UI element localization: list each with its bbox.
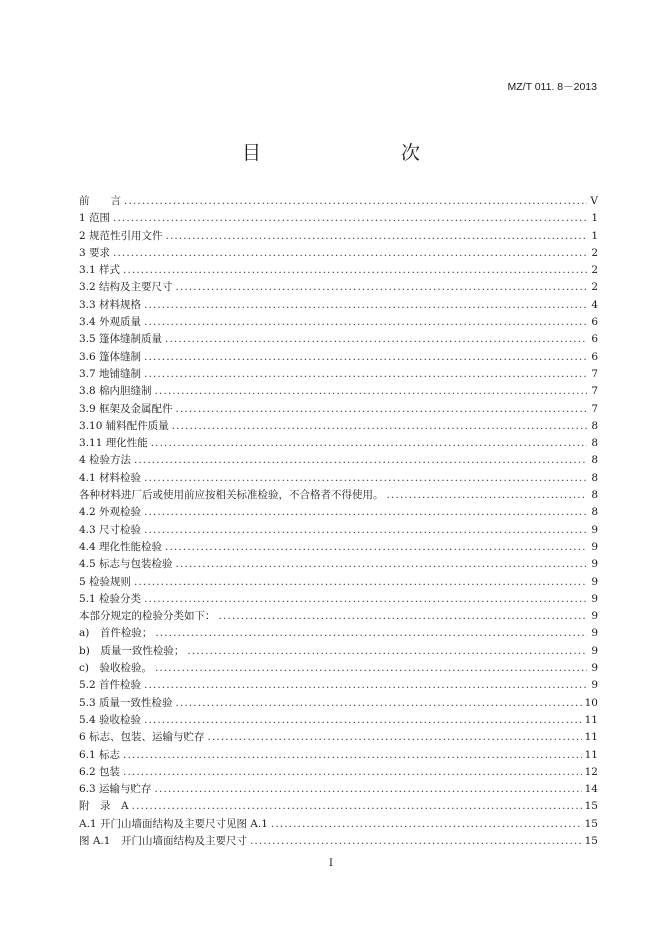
toc-entry-page: 4	[591, 298, 598, 311]
toc-leader-dots	[155, 625, 587, 642]
toc-entry-label: 图 A.1 开门山墙面结构及主要尺寸	[79, 834, 247, 847]
toc-entry-label: 4 检验方法	[79, 454, 132, 467]
toc-entry-page: 14	[584, 783, 598, 796]
toc-entry[interactable]	[79, 504, 598, 521]
toc-entry[interactable]	[79, 349, 598, 366]
toc-entry-page: 9	[591, 540, 598, 553]
toc-entry-label: b) 质量一致性检验；	[79, 644, 185, 657]
toc-entry-page: 7	[591, 385, 598, 398]
toc-leader-dots	[132, 798, 582, 815]
toc-entry[interactable]	[79, 729, 598, 746]
toc-entry-page: 9	[591, 523, 598, 536]
toc-leader-dots	[144, 314, 587, 331]
toc-entry-label: 3.4 外观质量	[79, 316, 142, 329]
page-number: I	[328, 857, 334, 869]
toc-leader-dots	[113, 245, 587, 262]
toc-entry-page: 1	[591, 212, 598, 225]
toc-leader-dots	[219, 608, 588, 625]
toc-leader-dots	[208, 729, 582, 746]
toc-entry-label: 3.10 辅料配件质量	[79, 419, 169, 432]
toc-leader-dots	[166, 228, 587, 245]
toc-entry-page: 7	[591, 402, 598, 415]
toc-entry-page: 15	[584, 834, 598, 847]
toc-leader-dots	[134, 574, 587, 591]
toc-entry-page: 2	[591, 281, 598, 294]
toc-entry-label: 各种材料进厂后或使用前应按相关标准检验，不合格者不得使用。	[79, 489, 384, 502]
toc-leader-dots	[113, 210, 587, 227]
toc-entry-label: 本部分规定的检验分类如下：	[79, 610, 216, 623]
toc-entry-label: A.1 开门山墙面结构及主要尺寸见图 A.1	[79, 817, 268, 830]
toc-entry-page: 9	[591, 575, 598, 588]
toc-entry-label: c) 验收检验。	[79, 662, 152, 675]
toc-entry[interactable]	[79, 245, 598, 262]
toc-entry-label: 6.2 包装	[79, 765, 121, 778]
toc-entry-label: 4.1 材料检验	[79, 471, 142, 484]
toc-entry[interactable]	[79, 210, 598, 227]
toc-entry-page: 9	[591, 679, 598, 692]
toc-entry-page: 8	[591, 506, 598, 519]
toc-leader-dots	[123, 747, 582, 764]
toc-entry-label: 5.2 首件检验	[79, 679, 142, 692]
toc-entry-label: 3.7 地铺缝制	[79, 367, 142, 380]
toc-entry-page: 6	[591, 350, 598, 363]
toc-entry[interactable]	[79, 366, 598, 383]
toc-entry[interactable]	[79, 297, 598, 314]
toc-entry[interactable]	[79, 228, 598, 245]
toc-leader-dots	[165, 331, 587, 348]
toc-leader-dots	[144, 349, 587, 366]
toc-entry-page: 8	[591, 471, 598, 484]
toc-entry[interactable]	[79, 470, 598, 487]
toc-entry-label: 6.1 标志	[79, 748, 121, 761]
toc-entry-page: 9	[591, 662, 598, 675]
toc-entry[interactable]	[79, 643, 598, 660]
toc-entry[interactable]	[79, 712, 598, 729]
toc-entry-label: 前 言	[79, 195, 121, 207]
toc-entry[interactable]	[79, 539, 598, 556]
toc-entry-label: a) 首件检验；	[79, 627, 153, 640]
toc-entry-page: 8	[591, 454, 598, 467]
toc-leader-dots	[155, 781, 582, 798]
toc-entry[interactable]	[79, 556, 598, 573]
toc-entry[interactable]	[79, 331, 598, 348]
toc-entry-page: 9	[591, 610, 598, 623]
toc-entry-page: 9	[591, 558, 598, 571]
toc-leader-dots	[144, 712, 582, 729]
toc-entry-label: 4.5 标志与包装检验	[79, 558, 173, 571]
table-of-contents	[79, 193, 598, 850]
toc-entry[interactable]	[79, 747, 598, 764]
toc-entry[interactable]	[79, 452, 598, 469]
toc-leader-dots	[176, 695, 582, 712]
toc-entry-label: 3.1 样式	[79, 264, 121, 277]
toc-leader-dots	[176, 556, 587, 573]
toc-entry-page: Ⅴ	[590, 195, 598, 207]
toc-entry[interactable]	[79, 487, 598, 504]
toc-entry-page: 2	[591, 246, 598, 259]
toc-leader-dots	[176, 279, 587, 296]
toc-leader-dots	[155, 383, 587, 400]
toc-entry[interactable]	[79, 781, 598, 798]
toc-entry[interactable]	[79, 798, 598, 815]
toc-leader-dots	[250, 833, 582, 850]
toc-leader-dots	[144, 504, 587, 521]
toc-entry-label: 2 规范性引用文件	[79, 229, 163, 242]
toc-entry[interactable]	[79, 193, 598, 210]
toc-entry[interactable]	[79, 401, 598, 418]
toc-entry[interactable]	[79, 608, 598, 625]
toc-entry-page: 8	[591, 437, 598, 450]
toc-leader-dots	[187, 643, 587, 660]
toc-entry-label: 5.4 验收检验	[79, 713, 142, 726]
toc-entry[interactable]	[79, 833, 598, 850]
toc-entry[interactable]	[79, 522, 598, 539]
toc-entry-page: 11	[584, 713, 598, 726]
toc-entry-page: 11	[584, 748, 598, 761]
toc-entry-label: 1 范围	[79, 212, 111, 225]
toc-entry-page: 1	[591, 229, 598, 242]
toc-entry[interactable]	[79, 262, 598, 279]
toc-entry[interactable]	[79, 625, 598, 642]
toc-entry-page: 9	[591, 627, 598, 640]
toc-leader-dots	[124, 193, 587, 210]
toc-leader-dots	[123, 262, 587, 279]
toc-leader-dots	[387, 487, 588, 504]
toc-leader-dots	[123, 764, 582, 781]
toc-leader-dots	[144, 677, 587, 694]
toc-entry-page: 7	[591, 367, 598, 380]
toc-entry-label: 3.11 理化性能	[79, 437, 148, 450]
toc-entry-label: 3.6 篷体缝制	[79, 350, 142, 363]
toc-entry[interactable]	[79, 314, 598, 331]
toc-entry-page: 12	[584, 765, 598, 778]
toc-entry[interactable]	[79, 764, 598, 781]
toc-entry[interactable]	[79, 816, 598, 833]
toc-entry-label: 5.1 检验分类	[79, 592, 142, 605]
toc-entry-page: 6	[591, 316, 598, 329]
toc-leader-dots	[271, 816, 582, 833]
toc-entry[interactable]	[79, 435, 598, 452]
toc-leader-dots	[144, 522, 587, 539]
toc-entry-label: 5 检验规则	[79, 575, 132, 588]
toc-leader-dots	[176, 401, 587, 418]
standard-code: MZ/T 011. 8－2013	[507, 81, 597, 93]
toc-entry-page: 2	[591, 264, 598, 277]
toc-entry[interactable]	[79, 574, 598, 591]
toc-leader-dots	[165, 539, 587, 556]
toc-entry-label: 4.2 外观检验	[79, 506, 142, 519]
toc-leader-dots	[155, 660, 587, 677]
toc-entry-label: 4.4 理化性能检验	[79, 540, 163, 553]
toc-entry-page: 10	[584, 696, 598, 709]
toc-entry[interactable]	[79, 695, 598, 712]
toc-entry-label: 3.5 篷体缝制质量	[79, 333, 163, 346]
toc-entry-label: 3.2 结构及主要尺寸	[79, 281, 173, 294]
toc-leader-dots	[172, 418, 587, 435]
toc-entry-page: 6	[591, 333, 598, 346]
toc-entry-label: 5.3 质量一致性检验	[79, 696, 173, 709]
toc-entry-page: 9	[591, 592, 598, 605]
toc-entry[interactable]	[79, 418, 598, 435]
toc-entry-page: 15	[584, 800, 598, 813]
toc-entry-page: 15	[584, 817, 598, 830]
toc-leader-dots	[144, 470, 587, 487]
toc-entry[interactable]	[79, 279, 598, 296]
toc-entry-page: 8	[591, 419, 598, 432]
toc-entry[interactable]	[79, 660, 598, 677]
toc-entry-label: 6 标志、包装、运输与贮存	[79, 731, 205, 744]
page-title: 目 次	[241, 142, 454, 164]
toc-entry-page: 11	[584, 731, 598, 744]
toc-entry-page: 9	[591, 644, 598, 657]
toc-leader-dots	[144, 591, 587, 608]
toc-leader-dots	[134, 452, 587, 469]
toc-entry-label: 附 录 A	[79, 800, 129, 813]
toc-entry-label: 3.3 材料规格	[79, 298, 142, 311]
toc-leader-dots	[144, 297, 587, 314]
toc-entry[interactable]	[79, 677, 598, 694]
toc-entry-label: 3.8 棉内胆缝制	[79, 385, 152, 398]
toc-leader-dots	[144, 366, 587, 383]
toc-entry[interactable]	[79, 383, 598, 400]
toc-entry-label: 3.9 框架及金属配件	[79, 402, 173, 415]
toc-leader-dots	[151, 435, 587, 452]
toc-entry-page: 8	[591, 489, 598, 502]
toc-entry-label: 6.3 运输与贮存	[79, 783, 152, 796]
toc-entry[interactable]	[79, 591, 598, 608]
toc-entry-label: 3 要求	[79, 246, 111, 259]
toc-entry-label: 4.3 尺寸检验	[79, 523, 142, 536]
